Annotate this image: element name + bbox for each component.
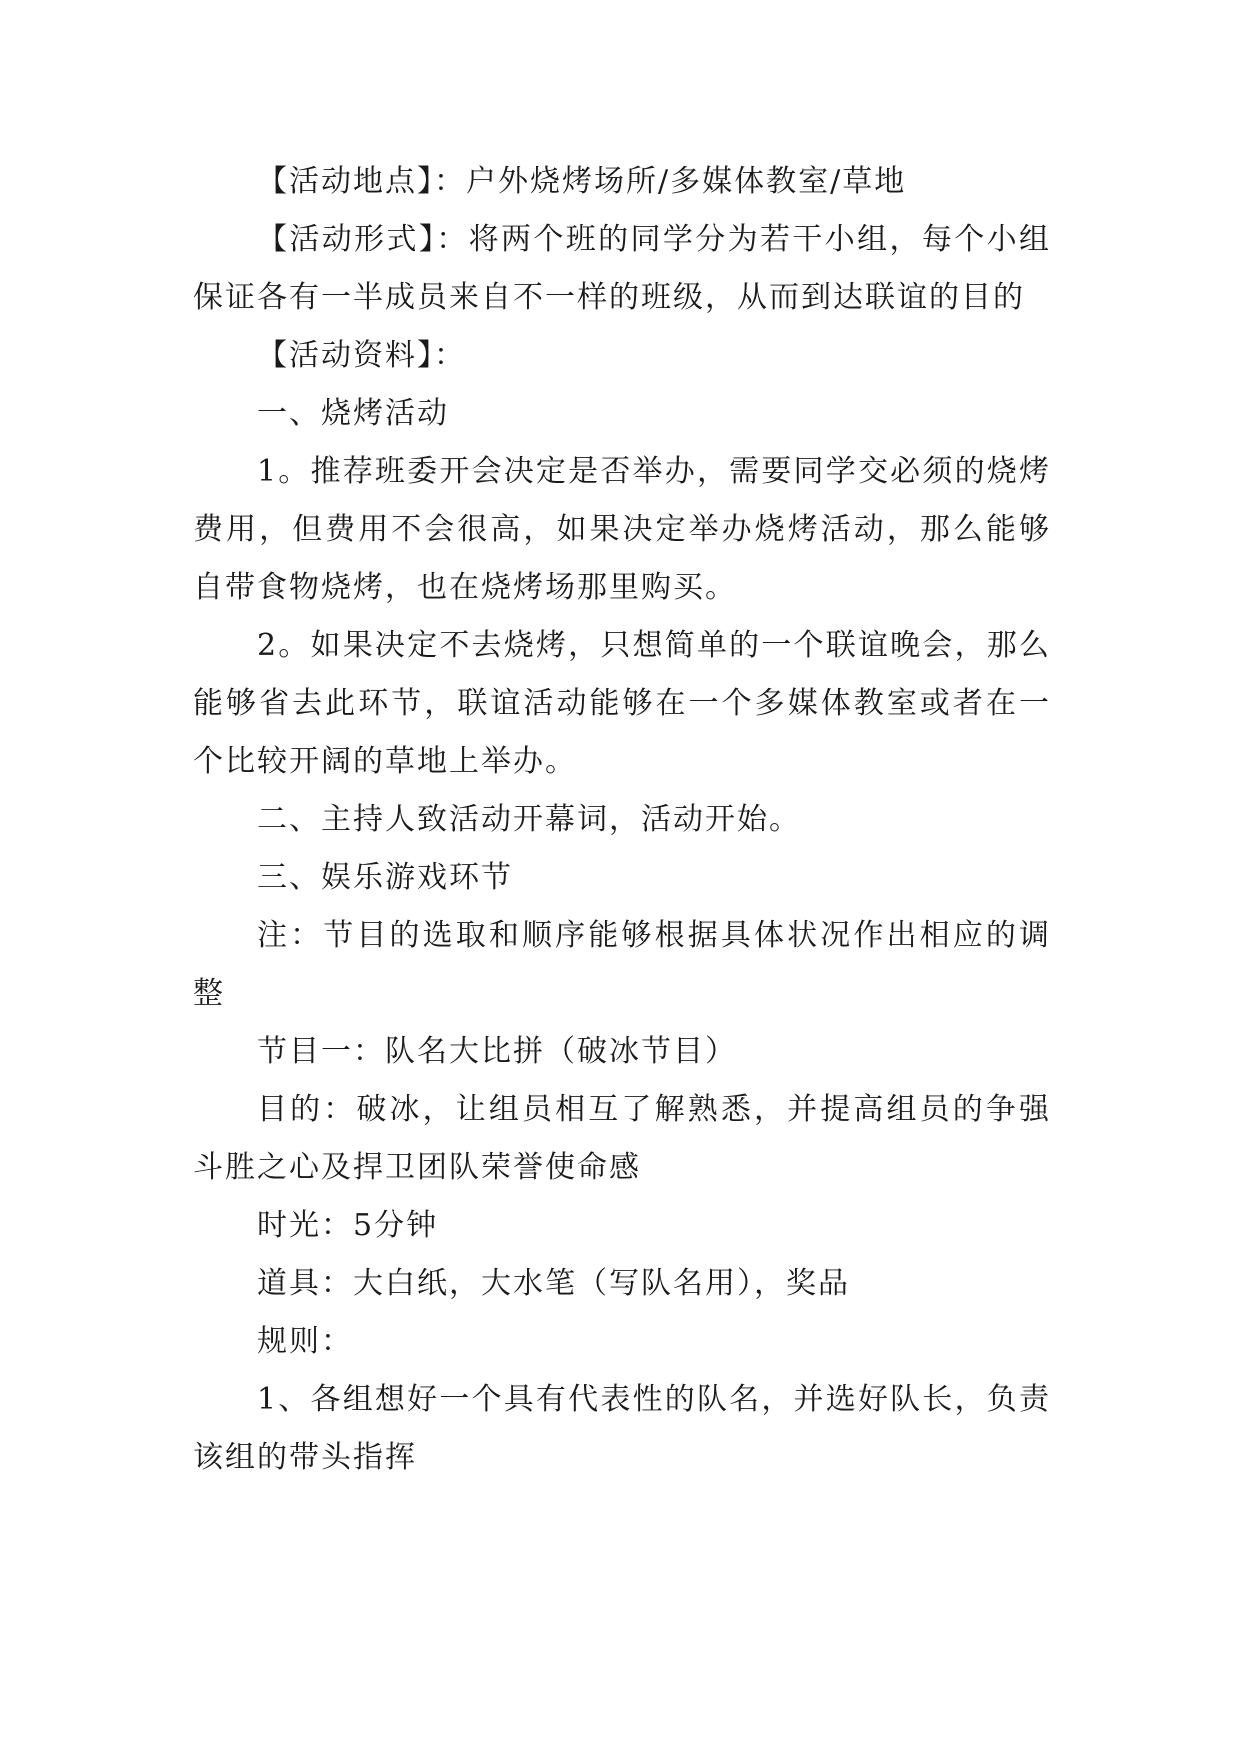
program-one-props: 道具：大白纸，大水笔（写队名用），奖品	[257, 1266, 850, 1301]
paragraph-materials-heading: 【活动资料】：	[257, 338, 466, 373]
document-body	[193, 153, 1051, 1487]
section-heading-bbq: 一、烧烤活动	[257, 396, 449, 431]
section-heading-opening: 二、主持人致活动开幕词，活动开始。	[257, 802, 801, 837]
program-one-rule-1: 1、各组想好一个具有代表性的队名，并选好队长，负责该组的带头指挥	[193, 1382, 1051, 1475]
paragraph-note: 注：节目的选取和顺序能够根据具体状况作出相应的调整	[193, 918, 1051, 1011]
program-one-title: 节目一：队名大比拼（破冰节目）	[257, 1034, 737, 1069]
paragraph-format: 【活动形式】：将两个班的同学分为若干小组，每个小组保证各有一半成员来自不一样的班级，从而到达联谊的目的	[193, 222, 1051, 315]
paragraph-bbq-item-2: 2。如果决定不去烧烤，只想简单的一个联谊晚会，那么能够省去此环节，联谊活动能够在一个多媒体教室或者在一个比较开阔的草地上举办。	[193, 628, 1051, 779]
program-one-purpose: 目的：破冰，让组员相互了解熟悉，并提高组员的争强斗胜之心及捍卫团队荣誉使命感	[193, 1092, 1051, 1185]
program-one-rules-heading: 规则：	[257, 1324, 353, 1359]
paragraph-location: 【活动地点】：户外烧烤场所/多媒体教室/草地	[257, 164, 907, 199]
section-heading-games: 三、娱乐游戏环节	[257, 860, 513, 895]
program-one-time: 时光：5分钟	[257, 1208, 439, 1243]
paragraph-bbq-item-1: 1。推荐班委开会决定是否举办，需要同学交必须的烧烤费用，但费用不会很高，如果决定举办烧烤活动，那么能够自带食物烧烤，也在烧烤场那里购买。	[193, 454, 1051, 605]
